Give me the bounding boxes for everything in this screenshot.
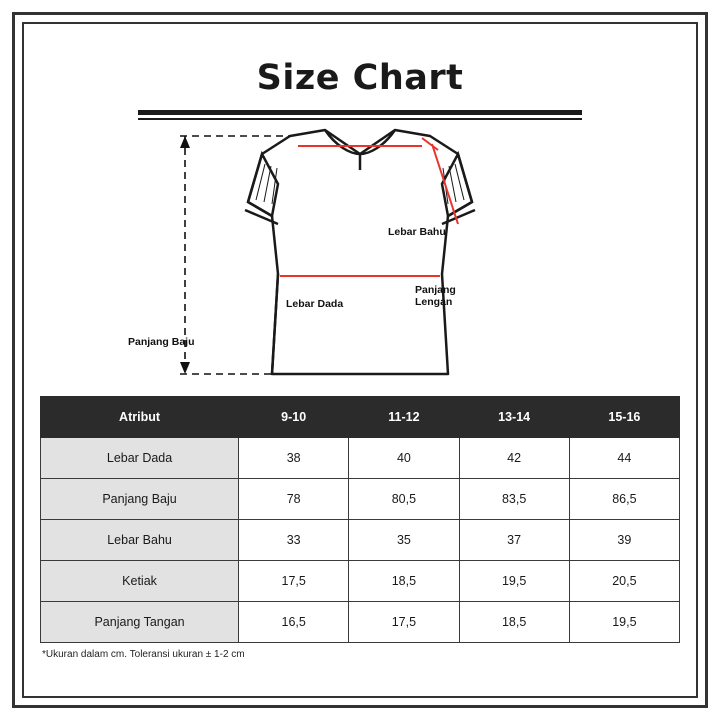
header-size-3: 13-14 xyxy=(459,397,569,438)
size-table xyxy=(40,396,680,643)
row-value: 86,5 xyxy=(569,479,679,520)
row-value: 33 xyxy=(239,520,349,561)
row-value: 35 xyxy=(349,520,459,561)
row-value: 17,5 xyxy=(349,602,459,643)
label-lebar-dada: Lebar Dada xyxy=(286,298,344,310)
row-value: 18,5 xyxy=(349,561,459,602)
label-panjang-lengan-line1: Panjang xyxy=(415,284,456,296)
header-size-4: 15-16 xyxy=(569,397,679,438)
label-panjang-baju: Panjang Baju xyxy=(128,336,195,348)
row-value: 78 xyxy=(239,479,349,520)
label-panjang-lengan-line2: Lengan xyxy=(415,296,453,308)
page-content xyxy=(40,40,680,680)
row-attribute: Ketiak xyxy=(41,561,239,602)
garment-diagram xyxy=(40,124,680,394)
row-value: 18,5 xyxy=(459,602,569,643)
row-value: 19,5 xyxy=(569,602,679,643)
table-row xyxy=(41,561,680,602)
label-lebar-bahu: Lebar Bahu xyxy=(388,226,446,238)
table-row xyxy=(41,479,680,520)
row-value: 83,5 xyxy=(459,479,569,520)
page-title: Size Chart xyxy=(256,58,464,98)
table-row xyxy=(41,438,680,479)
row-value: 37 xyxy=(459,520,569,561)
row-value: 80,5 xyxy=(349,479,459,520)
size-table-head xyxy=(41,397,680,438)
row-value: 42 xyxy=(459,438,569,479)
row-attribute: Panjang Baju xyxy=(41,479,239,520)
size-table-body xyxy=(41,438,680,643)
table-header-row xyxy=(41,397,680,438)
header-attribute: Atribut xyxy=(41,397,239,438)
header-size-2: 11-12 xyxy=(349,397,459,438)
row-value: 17,5 xyxy=(239,561,349,602)
row-attribute: Lebar Dada xyxy=(41,438,239,479)
row-value: 16,5 xyxy=(239,602,349,643)
row-value: 38 xyxy=(239,438,349,479)
row-value: 20,5 xyxy=(569,561,679,602)
table-row xyxy=(41,602,680,643)
table-row xyxy=(41,520,680,561)
row-value: 44 xyxy=(569,438,679,479)
row-attribute: Panjang Tangan xyxy=(41,602,239,643)
row-value: 40 xyxy=(349,438,459,479)
label-panjang-lengan xyxy=(415,284,477,308)
shirt-outline xyxy=(245,130,475,374)
row-attribute: Lebar Bahu xyxy=(41,520,239,561)
garment-svg xyxy=(40,124,680,394)
row-value: 19,5 xyxy=(459,561,569,602)
measurement-note: *Ukuran dalam cm. Toleransi ukuran ± 1-2 cm xyxy=(42,649,245,660)
title-rule-thin xyxy=(138,118,582,120)
title-underline xyxy=(138,110,582,120)
title-rule-thick xyxy=(138,110,582,115)
header-size-1: 9-10 xyxy=(239,397,349,438)
row-value: 39 xyxy=(569,520,679,561)
